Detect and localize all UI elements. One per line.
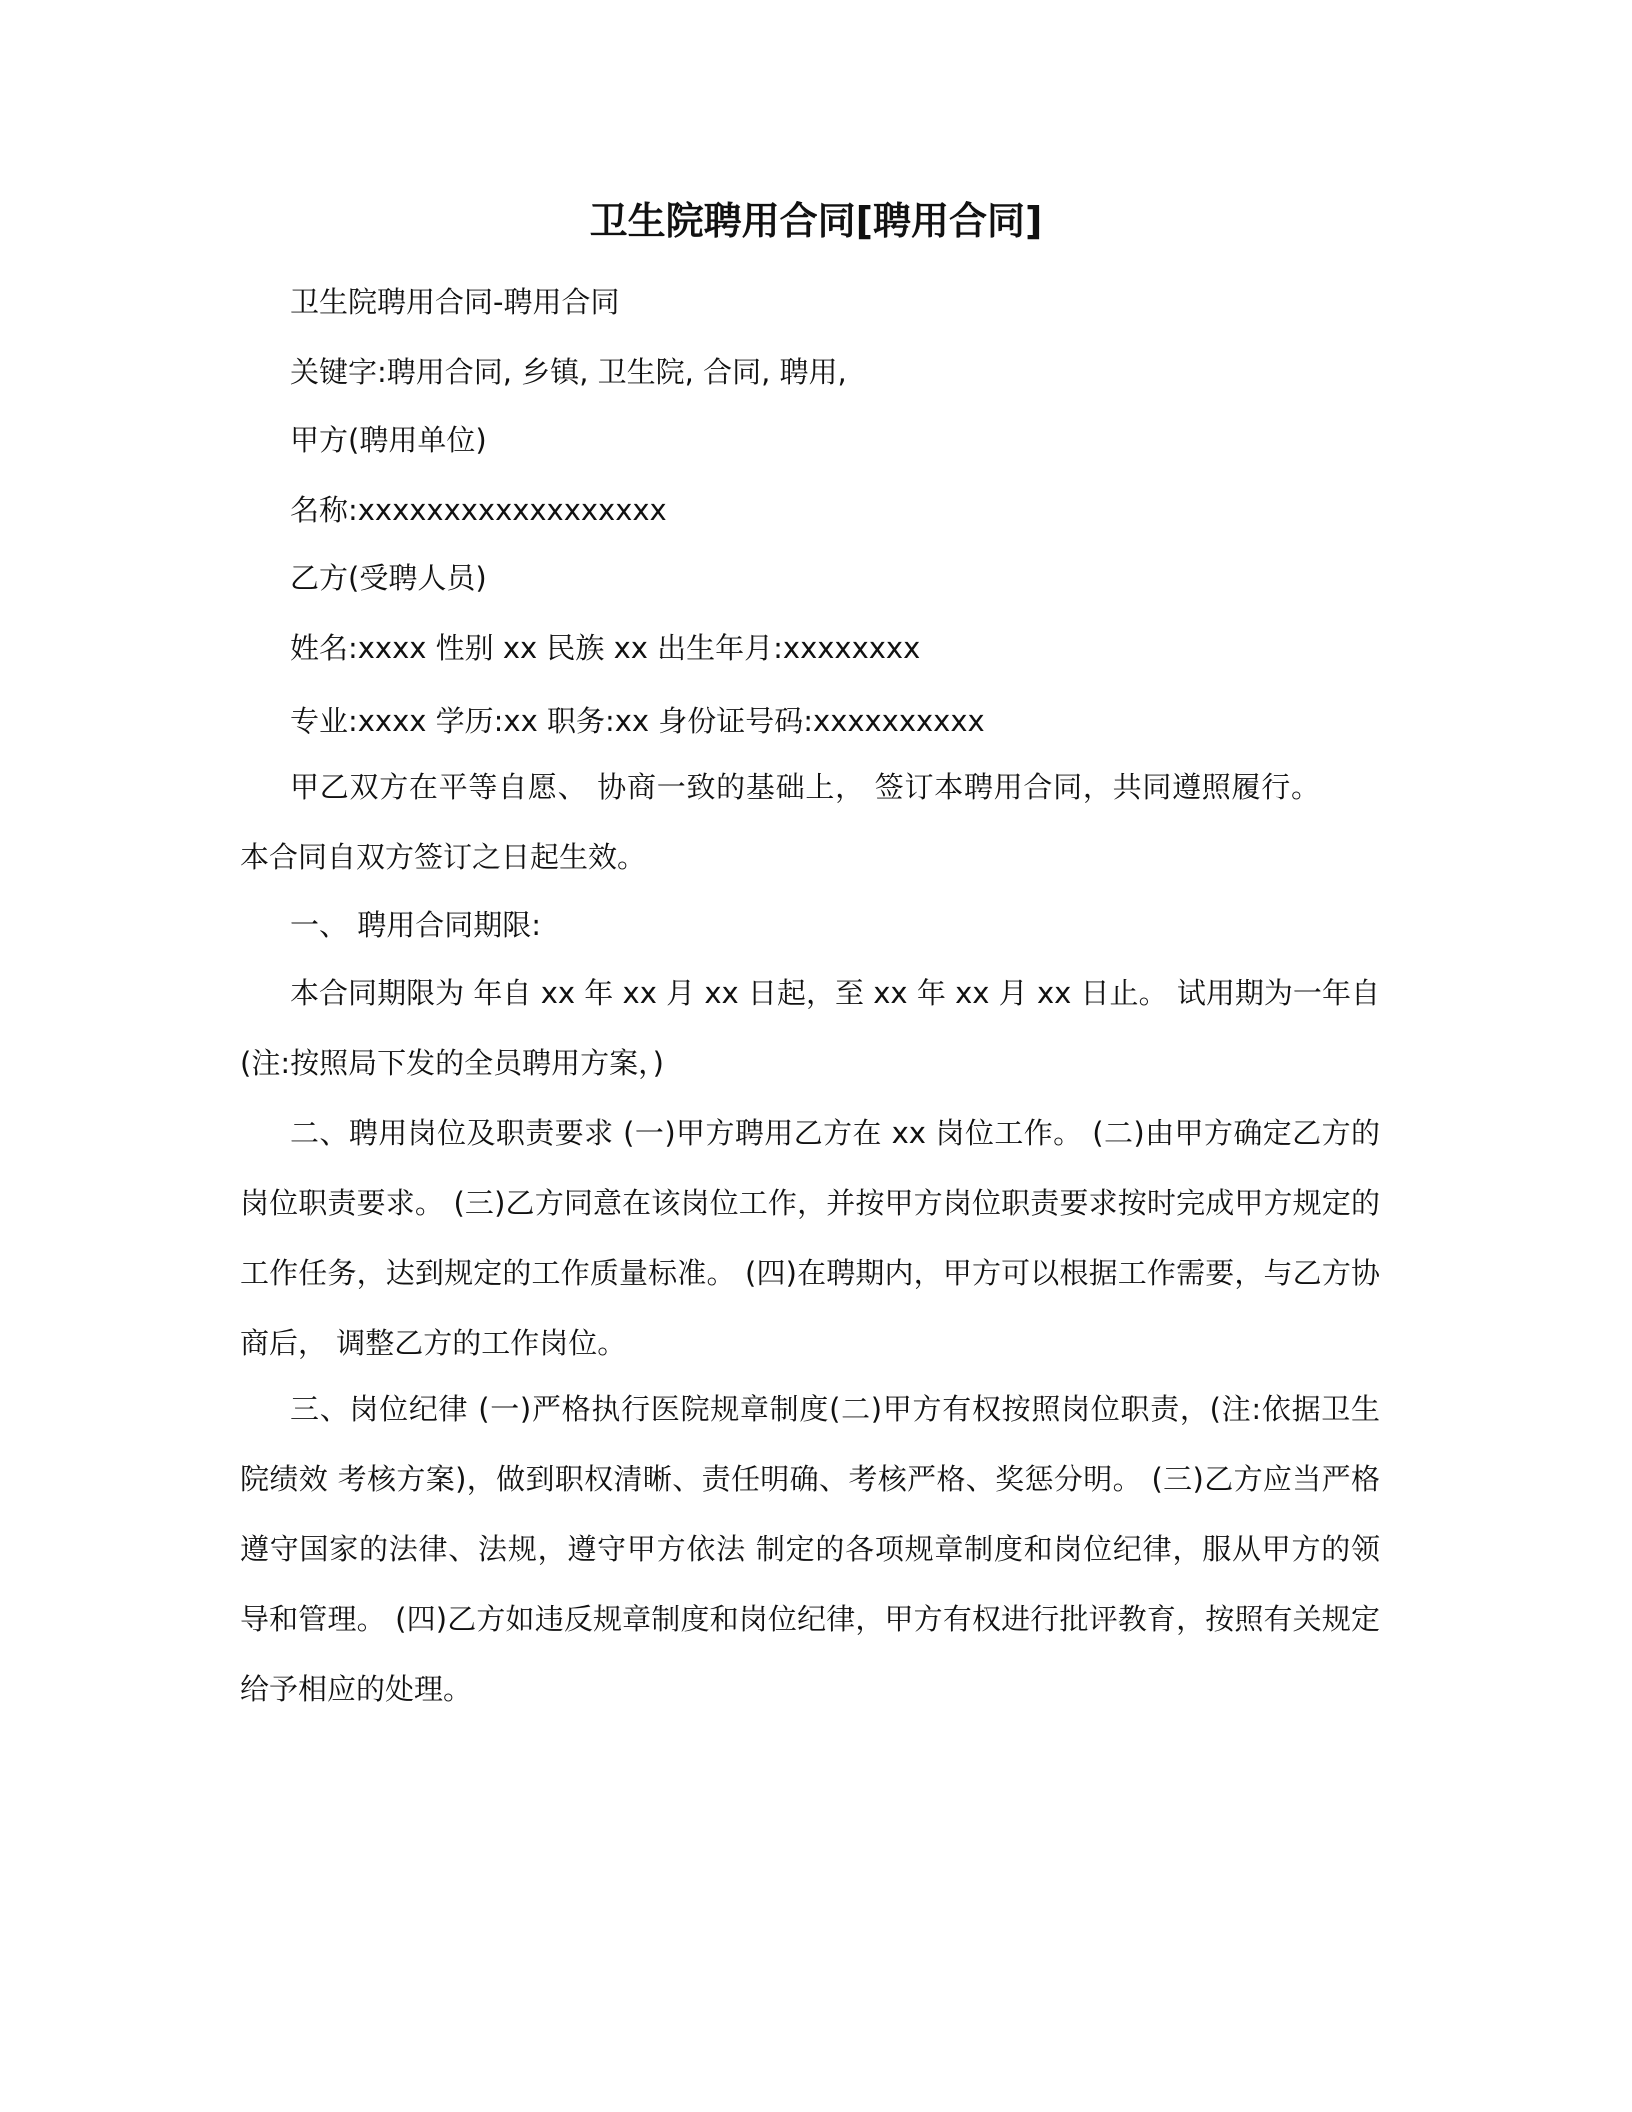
- party-b-details: 专业:xxxx 学历:xx 职务:xx 身份证号码:xxxxxxxxxx: [290, 704, 985, 738]
- section1-body: 本合同期限为 年自 xx 年 xx 月 xx 日起，至 xx 年 xx 月 xx 日止。 试用期为一年自 (注:按照局下发的全员聘用方案，): [240, 976, 1380, 1080]
- keywords-line: 关键字:聘用合同, 乡镇, 卫生院, 合同, 聘用,: [290, 355, 847, 389]
- intro-paragraph: 甲乙双方在平等自愿、 协商一致的基础上， 签订本聘用合同，共同遵照履行。本合同自双方签订之日起生效。: [240, 770, 1320, 874]
- document-subtitle: 卫生院聘用合同-聘用合同: [290, 285, 620, 319]
- document-title: 卫生院聘用合同[聘用合同]: [589, 199, 1043, 243]
- party-b-info: 姓名:xxxx 性别 xx 民族 xx 出生年月:xxxxxxxx: [290, 631, 921, 665]
- party-a-heading: 甲方(聘用单位): [290, 423, 487, 457]
- party-b-heading: 乙方(受聘人员): [290, 561, 487, 595]
- party-a-name: 名称:xxxxxxxxxxxxxxxxxx: [290, 493, 667, 527]
- section1-heading: 一、 聘用合同期限:: [290, 908, 541, 942]
- section3-paragraph: 三、岗位纪律 (一)严格执行医院规章制度(二)甲方有权按照岗位职责，(注:依据卫生院绩效 考核方案)，做到职权清晰、责任明确、考核严格、奖惩分明。 (三)乙方应当严格遵守国家的法律、法规，遵守甲方依法 制定的各项规章制度和岗位纪律，服从甲方的领导和管理。 (四)乙方如违反规章制度和岗位纪律，甲方有权进行批评教育，按照有关规定给予相应的处理。: [240, 1392, 1380, 1706]
- section2-paragraph: 二、聘用岗位及职责要求 (一)甲方聘用乙方在 xx 岗位工作。 (二)由甲方确定乙方的岗位职责要求。 (三)乙方同意在该岗位工作，并按甲方岗位职责要求按时完成甲方规定的工作任务，达到规定的工作质量标准。 (四)在聘期内，甲方可以根据工作需要，与乙方协商后， 调整乙方的工作岗位。: [240, 1116, 1380, 1360]
